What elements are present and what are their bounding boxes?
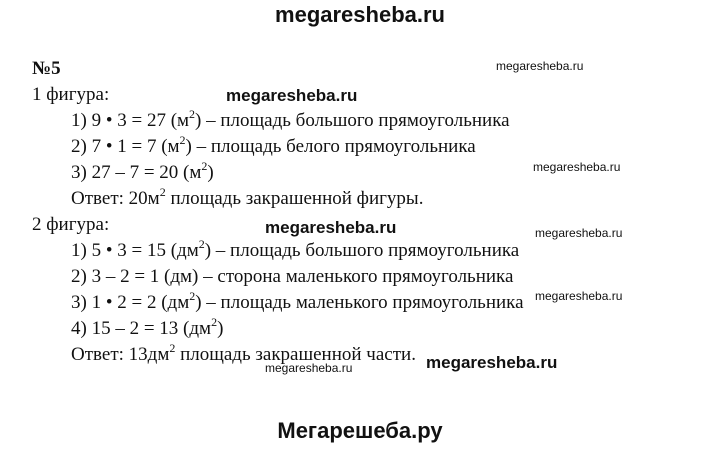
problem-number: №5 — [32, 58, 61, 79]
figure1-step-1: 1) 9 • 3 = 27 $(м^2)$ – площадь большого прямоугольника — [71, 107, 510, 131]
watermark-bottom: Мегарешеба.ру — [277, 418, 443, 443]
watermark-inline: megaresheba.ru — [535, 289, 623, 303]
watermark-inline: megaresheba.ru — [265, 361, 353, 375]
watermark-top: megaresheba.ru — [275, 2, 445, 27]
figure1-answer: Ответ: $20м^2$ площадь закрашенной фигуры. — [71, 185, 424, 209]
figure1-step-3: 3) 27 – 7 = 20 $(м^2)$ — [71, 159, 214, 183]
watermark-inline: megaresheba.ru — [426, 353, 558, 372]
watermark-inline: megaresheba.ru — [265, 218, 397, 237]
watermark-inline: megaresheba.ru — [533, 160, 621, 174]
solution-document — [32, 56, 692, 368]
figure2-step-2: 2) 3 – 2 = 1 (дм) – сторона маленького прямоугольника — [71, 266, 514, 287]
figure2-step-3: 3) 1 • 2 = 2 $(дм^2)$ – площадь маленького прямоугольника — [71, 289, 524, 313]
watermark-inline: megaresheba.ru — [535, 226, 623, 240]
figure1-heading: 1 фигура: — [32, 84, 110, 105]
figure2-heading: 2 фигура: — [32, 214, 110, 235]
watermark-inline: megaresheba.ru — [496, 59, 584, 73]
figure1-step-2: 2) 7 • 1 = 7 $(м^2)$ – площадь белого прямоугольника — [71, 133, 476, 157]
figure2-step-4: 4) 15 – 2 = 13 $(дм^2)$ — [71, 315, 224, 339]
figure2-answer: Ответ: $13дм^2$ площадь закрашенной части. — [71, 341, 416, 365]
watermark-inline: megaresheba.ru — [226, 86, 358, 105]
figure2-step-1: 1) 5 • 3 = 15 $(дм^2)$ – площадь большого прямоугольника — [71, 237, 520, 261]
